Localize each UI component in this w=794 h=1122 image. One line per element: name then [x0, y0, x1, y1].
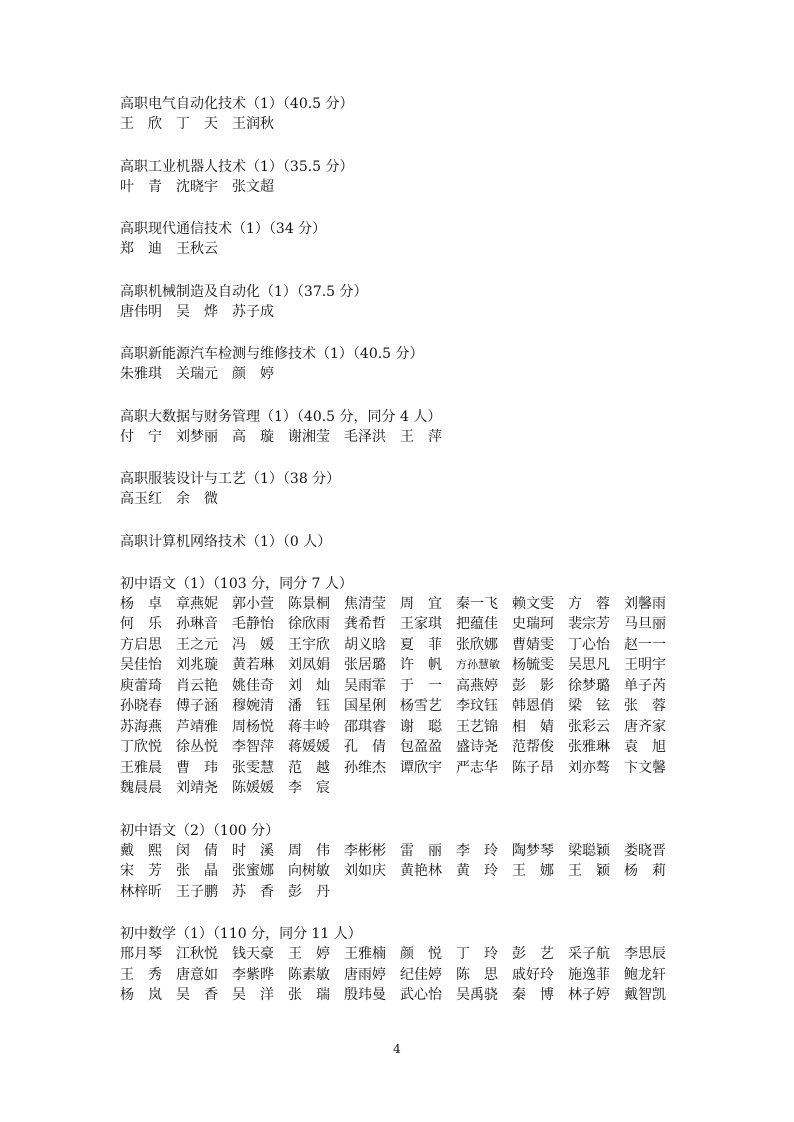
person-name: 赵一一 — [624, 636, 666, 653]
person-name: 周 宜 — [400, 595, 442, 612]
person-name: 杨雪艺 — [400, 698, 442, 714]
person-name: 孙维杰 — [344, 759, 386, 776]
person-name: 曹 玮 — [176, 759, 218, 776]
name-list — [120, 944, 680, 1006]
person-name: 鲍龙轩 — [624, 966, 666, 983]
person-name: 丁心怡 — [568, 636, 610, 653]
person-name: 刘如庆 — [344, 863, 386, 879]
person-name: 施逸菲 — [568, 966, 610, 983]
person-name: 唐齐家 — [624, 718, 666, 735]
person-name: 张文超 — [232, 178, 274, 195]
person-name: 陈媛媛 — [232, 780, 274, 796]
person-name: 孔 倩 — [344, 739, 386, 755]
result-section — [120, 94, 680, 135]
person-name: 韩恩俏 — [512, 698, 554, 714]
result-section — [120, 924, 680, 1006]
person-name: 马旦丽 — [624, 616, 666, 632]
person-name: 刘靖尧 — [176, 780, 218, 796]
person-name: 肖云艳 — [176, 677, 218, 694]
person-name: 范 越 — [288, 759, 330, 776]
person-name: 郑 迪 — [120, 241, 162, 257]
person-name: 范帮俊 — [512, 739, 554, 755]
person-name: 国星俐 — [344, 698, 386, 714]
person-name: 方孙慧敏 — [456, 658, 500, 671]
person-name: 高燕婷 — [456, 677, 498, 694]
person-name: 张居璐 — [344, 657, 386, 673]
person-name: 秦 博 — [512, 987, 554, 1003]
person-name: 张欣娜 — [456, 636, 498, 653]
person-name: 沈晓宇 — [176, 178, 218, 195]
person-name: 曹婧雯 — [512, 636, 554, 653]
person-name: 王秋云 — [176, 241, 218, 257]
name-list — [120, 177, 680, 198]
person-name: 毛泽洪 — [344, 428, 386, 445]
person-name: 吴 香 — [176, 987, 218, 1003]
person-name: 叶 青 — [120, 178, 162, 195]
name-list — [120, 302, 680, 323]
section-heading: 初中语文（2）（100 分） — [120, 822, 280, 839]
person-name: 李彬彬 — [344, 842, 386, 859]
person-name: 徐丛悦 — [176, 739, 218, 755]
section-heading: 初中语文（1）（103 分，同分 7 人） — [120, 575, 353, 592]
result-section — [120, 821, 680, 903]
person-name: 张雯慧 — [232, 759, 274, 776]
person-name: 徐梦璐 — [568, 677, 610, 694]
person-name: 颜 悦 — [400, 946, 442, 962]
person-name: 江秋悦 — [176, 946, 218, 962]
person-name: 戚好玲 — [512, 966, 554, 983]
person-name: 王艺锦 — [456, 718, 498, 735]
name-list — [120, 364, 680, 385]
person-name: 焦清莹 — [344, 595, 386, 612]
person-name: 张彩云 — [568, 718, 610, 735]
person-name: 郭小萱 — [232, 595, 274, 612]
person-name: 王 颖 — [568, 863, 610, 879]
person-name: 高 璇 — [232, 428, 274, 445]
person-name: 相 婧 — [512, 718, 554, 735]
section-heading: 高职工业机器人技术（1）（35.5 分） — [120, 158, 354, 175]
person-name: 林子婷 — [568, 987, 610, 1003]
person-name: 丁 天 — [176, 116, 218, 132]
person-name: 丁欣悦 — [120, 739, 162, 755]
person-name: 李 宸 — [288, 780, 330, 796]
person-name: 盛诗尧 — [456, 739, 498, 755]
person-name: 芦靖雅 — [176, 718, 218, 735]
person-name: 陈素敏 — [288, 966, 330, 983]
person-name: 王 欣 — [120, 116, 162, 132]
person-name: 裴宗芳 — [568, 616, 610, 632]
person-name: 傅子涵 — [176, 698, 218, 714]
person-name: 蒋丰岭 — [288, 718, 330, 735]
person-name: 于 一 — [400, 677, 442, 694]
section-heading: 高职服装设计与工艺（1）（38 分） — [120, 471, 341, 487]
person-name: 许 帆 — [400, 657, 442, 673]
person-name: 谢 聪 — [400, 718, 442, 735]
person-name: 纪佳婷 — [400, 966, 442, 983]
person-name: 龚希哲 — [344, 616, 386, 632]
person-name: 雷 丽 — [400, 842, 442, 859]
person-name: 李紫晔 — [232, 966, 274, 983]
person-name: 彭 艺 — [512, 946, 554, 962]
person-name: 杨 莉 — [624, 863, 666, 879]
person-name: 把蕴佳 — [456, 616, 498, 632]
result-section — [120, 574, 680, 799]
person-name: 吴 烨 — [176, 303, 218, 320]
result-section — [120, 532, 680, 552]
person-name: 刘亦骜 — [568, 759, 610, 776]
section-heading: 初中数学（1）（110 分，同分 11 人） — [120, 926, 362, 942]
person-name: 章燕妮 — [176, 595, 218, 612]
person-name: 唐意如 — [176, 966, 218, 983]
person-name: 彭 丹 — [288, 883, 330, 900]
person-name: 张 蓉 — [624, 698, 666, 714]
person-name: 陈 思 — [456, 966, 498, 983]
person-name: 采子航 — [568, 946, 610, 962]
person-name: 苏海燕 — [120, 718, 162, 735]
person-name: 关瑞元 — [176, 366, 218, 382]
name-list — [120, 114, 680, 135]
person-name: 陈子昂 — [512, 759, 554, 776]
result-section — [120, 157, 680, 198]
person-name: 杨 卓 — [120, 595, 162, 612]
person-name: 孙晓春 — [120, 698, 162, 714]
person-name: 苏 香 — [232, 883, 274, 900]
person-name: 穆婉清 — [232, 698, 274, 714]
name-list — [120, 427, 680, 448]
person-name: 杨 岚 — [120, 987, 162, 1003]
person-name: 王雅晨 — [120, 759, 162, 776]
person-name: 王 萍 — [400, 428, 442, 445]
person-name: 黄艳林 — [400, 863, 442, 879]
person-name: 严志华 — [456, 759, 498, 776]
person-name: 余 微 — [176, 491, 218, 507]
person-name: 赖文雯 — [512, 595, 554, 612]
person-name: 向树敏 — [288, 863, 330, 879]
person-name: 闵 倩 — [176, 842, 218, 859]
person-name: 吴禹骁 — [456, 987, 498, 1003]
person-name: 张 晶 — [176, 863, 218, 879]
person-name: 钱天豪 — [232, 946, 274, 962]
person-name: 王之元 — [176, 636, 218, 653]
section-heading: 高职现代通信技术（1）（34 分） — [120, 221, 327, 237]
person-name: 李智萍 — [232, 739, 274, 755]
person-name: 苏子成 — [232, 303, 274, 320]
person-name: 娄晓晋 — [624, 842, 666, 859]
person-name: 杨毓雯 — [512, 657, 554, 673]
person-name: 庾蕾琦 — [120, 677, 162, 694]
person-name: 吴思凡 — [568, 657, 610, 673]
person-name: 刘梦丽 — [176, 428, 218, 445]
person-name: 王家琪 — [400, 616, 442, 632]
person-name: 刘馨雨 — [624, 595, 666, 612]
person-name: 吴雨霏 — [344, 677, 386, 694]
person-name: 李 玲 — [456, 842, 498, 859]
section-heading: 高职机械制造及自动化（1）（37.5 分） — [120, 283, 368, 300]
person-name: 梁 铉 — [568, 698, 610, 714]
person-name: 袁 旭 — [624, 739, 666, 755]
person-name: 陶梦琴 — [512, 842, 554, 859]
person-name: 邵琪睿 — [344, 718, 386, 735]
person-name: 付 宁 — [120, 428, 162, 445]
person-name: 宋 芳 — [120, 863, 162, 879]
person-name: 方 蓉 — [568, 595, 610, 612]
result-section — [120, 407, 680, 448]
person-name: 方启思 — [120, 636, 162, 653]
person-name: 张雅琳 — [568, 739, 610, 755]
person-name: 王 娜 — [512, 863, 554, 879]
person-name: 李思辰 — [624, 946, 666, 962]
name-list — [120, 239, 680, 260]
person-name: 单子芮 — [624, 677, 666, 694]
name-list — [120, 841, 680, 903]
result-section — [120, 344, 680, 385]
person-name: 王 婷 — [288, 946, 330, 962]
result-section — [120, 469, 680, 510]
section-heading: 高职大数据与财务管理（1）（40.5 分，同分 4 人） — [120, 408, 442, 425]
person-name: 唐雨婷 — [344, 966, 386, 983]
person-name: 包盈盈 — [400, 739, 442, 755]
person-name: 吴 洋 — [232, 987, 274, 1003]
section-heading: 高职计算机网络技术（1）（0 人） — [120, 533, 332, 550]
person-name: 王 秀 — [120, 966, 162, 983]
person-name: 李玟钰 — [456, 698, 498, 714]
person-name: 时 溪 — [232, 842, 274, 859]
person-name: 陈景桐 — [288, 595, 330, 612]
person-name: 王雅楠 — [344, 946, 386, 962]
person-name: 谭欣宇 — [400, 759, 442, 776]
person-name: 高玉红 — [120, 491, 162, 507]
person-name: 武心怡 — [400, 987, 442, 1003]
person-name: 谢湘莹 — [288, 428, 330, 445]
person-name: 梁聪颖 — [568, 842, 610, 859]
person-name: 王子鹏 — [176, 883, 218, 900]
person-name: 魏晨晨 — [120, 780, 162, 796]
person-name: 邢月琴 — [120, 946, 162, 962]
person-name: 周 伟 — [288, 842, 330, 859]
person-name: 戴智凯 — [624, 987, 666, 1003]
person-name: 朱雅琪 — [120, 366, 162, 382]
person-name: 黄若琳 — [232, 657, 274, 673]
person-name: 彭 影 — [512, 677, 554, 694]
person-name: 王宇欣 — [288, 636, 330, 653]
person-name: 史瑞珂 — [512, 616, 554, 632]
person-name: 刘 灿 — [288, 677, 330, 694]
person-name: 黄 玲 — [456, 863, 498, 879]
person-name: 王润秋 — [232, 116, 274, 132]
person-name: 颜 婷 — [232, 366, 274, 382]
result-section — [120, 282, 680, 323]
person-name: 秦一飞 — [456, 595, 498, 612]
person-name: 林梓昕 — [120, 883, 162, 900]
person-name: 王明宇 — [624, 657, 666, 673]
person-name: 唐伟明 — [120, 303, 162, 320]
page-number: 4 — [393, 1042, 401, 1056]
section-heading: 高职电气自动化技术（1）（40.5 分） — [120, 96, 354, 112]
person-name: 刘凤娟 — [288, 657, 330, 673]
person-name: 殷玮曼 — [344, 987, 386, 1003]
person-name: 冯 媛 — [232, 636, 274, 653]
result-section — [120, 219, 680, 260]
person-name: 何 乐 — [120, 616, 162, 632]
person-name: 吴佳怡 — [120, 657, 162, 673]
name-list — [120, 594, 680, 799]
person-name: 胡义晗 — [344, 636, 386, 653]
person-name: 徐欣雨 — [288, 616, 330, 632]
person-name: 丁 玲 — [456, 946, 498, 962]
person-name: 戴 熙 — [120, 842, 162, 859]
person-name: 张 瑞 — [288, 987, 330, 1003]
person-name: 孙琳音 — [176, 616, 218, 632]
person-name: 毛静怡 — [232, 616, 274, 632]
person-name: 张蜜娜 — [232, 863, 274, 879]
person-name: 夏 菲 — [400, 636, 442, 653]
person-name: 潘 钰 — [288, 698, 330, 714]
person-name: 姚佳奇 — [232, 677, 274, 694]
document-body — [120, 94, 680, 1028]
person-name: 刘兆璇 — [176, 657, 218, 673]
name-list — [120, 489, 680, 510]
section-heading: 高职新能源汽车检测与维修技术（1）（40.5 分） — [120, 346, 424, 362]
person-name: 蒋媛媛 — [288, 739, 330, 755]
person-name: 周杨悦 — [232, 718, 274, 735]
person-name: 卞文馨 — [624, 759, 666, 776]
